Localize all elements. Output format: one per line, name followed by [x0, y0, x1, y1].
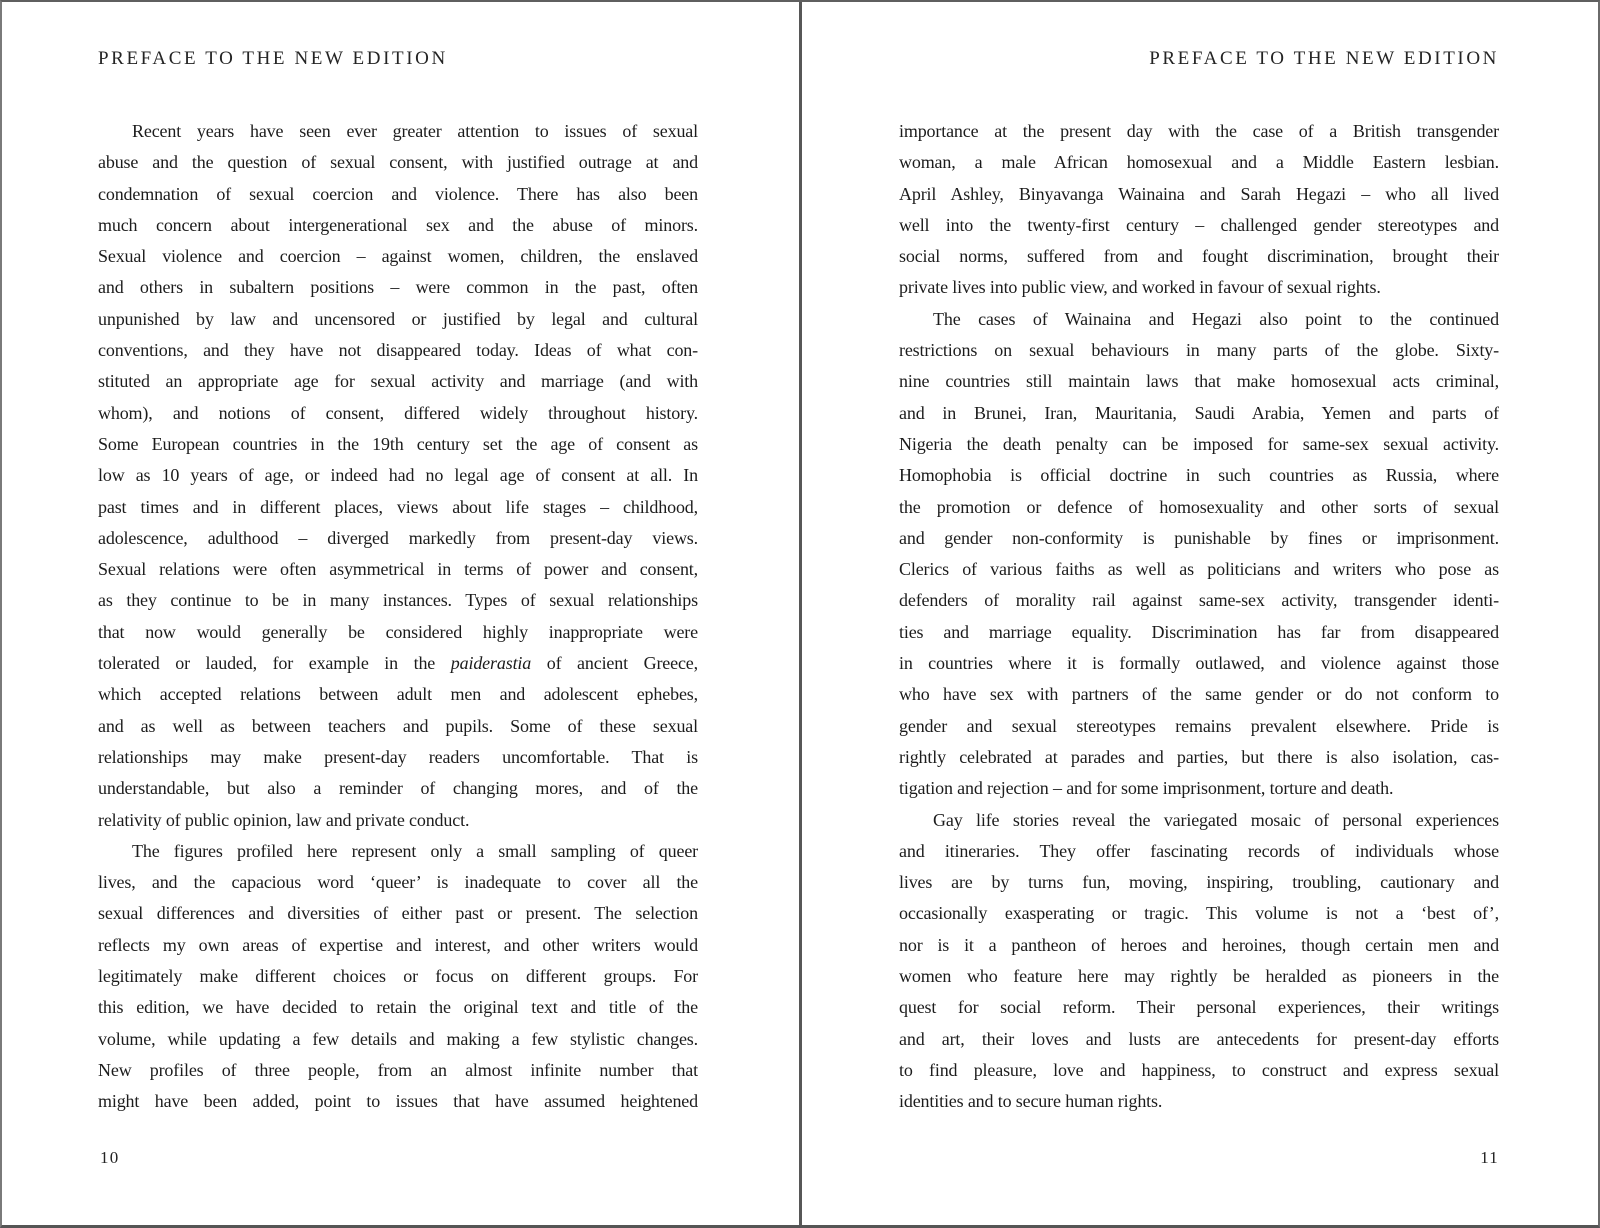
page-number-right: 11 — [1480, 1148, 1499, 1167]
text-line: Sexual relations were often asymmetrical in terms of power and consent, — [98, 559, 698, 580]
text-line: condemnation of sexual coercion and violence. There has also been — [98, 183, 698, 204]
text-line: nine countries still maintain laws that make homosexual acts criminal, — [899, 371, 1499, 392]
text-line: conventions, and they have not disappeared today. Ideas of what con- — [98, 340, 698, 361]
text-line: who have sex with partners of the same gender or do not conform to — [899, 684, 1499, 705]
text-line: past times and in different places, views about life stages – childhood, — [98, 496, 698, 517]
text-line: tolerated or lauded, for example in the paiderastia of ancient Greece, — [98, 653, 698, 674]
text-line: ties and marriage equality. Discrimination has far from disappeared — [899, 621, 1499, 642]
text-line: low as 10 years of age, or indeed had no legal age of consent at all. In — [98, 465, 698, 486]
italic-term: paiderastia — [450, 653, 532, 674]
text-line: identities and to secure human rights. — [899, 1091, 1163, 1112]
text-line: much concern about intergenerational sex and the abuse of minors. — [98, 214, 698, 235]
text-line: restrictions on sexual behaviours in many parts of the globe. Sixty- — [899, 340, 1499, 361]
text-line: gender and sexual stereotypes remains prevalent elsewhere. Pride is — [899, 715, 1499, 736]
text-line: adolescence, adulthood – diverged markedly from present-day views. — [98, 527, 698, 548]
text-line: as they continue to be in many instances. Types of sexual relationships — [98, 590, 698, 611]
text-line: nor is it a pantheon of heroes and heroines, though certain men and — [899, 934, 1499, 955]
text-line: and gender non-conformity is punishable by fines or imprisonment. — [899, 527, 1499, 548]
text-line: relationships may make present-day readers uncomfortable. That is — [98, 746, 698, 767]
text-line: relativity of public opinion, law and private conduct. — [98, 809, 470, 830]
text-line: to find pleasure, love and happiness, to construct and express sexual — [899, 1059, 1499, 1080]
text-line: Some European countries in the 19th century set the age of consent as — [98, 433, 698, 454]
text-line: social norms, suffered from and fought discrimination, brought their — [899, 246, 1499, 267]
page-number-left: 10 — [100, 1148, 120, 1167]
text-line: lives, and the capacious word ‘queer’ is inadequate to cover all the — [98, 872, 698, 893]
text-line: defenders of morality rail against same-sex activity, transgender identi- — [899, 590, 1499, 611]
text-line: understandable, but also a reminder of changing mores, and of the — [98, 778, 698, 799]
text-line: in countries where it is formally outlawed, and violence against those — [899, 653, 1499, 674]
text-line: Clerics of various faiths as well as politicians and writers who pose as — [899, 559, 1499, 580]
text-line: whom), and notions of consent, differed widely throughout history. — [98, 402, 698, 423]
text-line: women who feature here may rightly be heralded as pioneers in the — [899, 966, 1499, 987]
text-line: and others in subaltern positions – were common in the past, often — [98, 277, 698, 298]
text-line: quest for social reform. Their personal experiences, their writings — [899, 997, 1499, 1018]
text-line: woman, a male African homosexual and a Middle Eastern lesbian. — [899, 152, 1499, 173]
text-line: sexual differences and diversities of either past or present. The selection — [98, 903, 698, 924]
text-line: Gay life stories reveal the variegated mosaic of personal experiences — [933, 809, 1499, 830]
page-body-left — [98, 116, 698, 1118]
text-line: April Ashley, Binyavanga Wainaina and Sarah Hegazi – who all lived — [899, 183, 1499, 204]
text-line: Sexual violence and coercion – against women, children, the enslaved — [98, 246, 698, 267]
text-line: Nigeria the death penalty can be imposed for same-sex sexual activity. — [899, 433, 1499, 454]
text-line: well into the twenty-first century – challenged gender stereotypes and — [899, 214, 1499, 235]
text-line: legitimately make different choices or focus on different groups. For — [98, 966, 698, 987]
text-line: that now would generally be considered highly inappropriate were — [98, 621, 698, 642]
page-right — [899, 2, 1499, 1225]
text-line: and itineraries. They offer fascinating records of individuals whose — [899, 840, 1499, 861]
text-line: and as well as between teachers and pupils. Some of these sexual — [98, 715, 698, 736]
text-line: abuse and the question of sexual consent, with justified outrage at and — [98, 152, 698, 173]
text-line: occasionally exasperating or tragic. This volume is not a ‘best of’, — [899, 903, 1499, 924]
text-line: lives are by turns fun, moving, inspiring, troubling, cautionary and — [899, 872, 1499, 893]
text-line: Recent years have seen ever greater attention to issues of sexual — [132, 121, 698, 141]
text-line: reflects my own areas of expertise and interest, and other writers would — [98, 934, 698, 955]
running-header-right: PREFACE TO THE NEW EDITION — [1149, 48, 1499, 69]
text-line: this edition, we have decided to retain the original text and title of the — [98, 997, 698, 1018]
text-line: New profiles of three people, from an almost infinite number that — [98, 1059, 698, 1080]
text-line: unpunished by law and uncensored or justified by legal and cultural — [98, 308, 698, 329]
text-line: rightly celebrated at parades and parties, but there is also isolation, cas- — [899, 746, 1499, 767]
page-left — [98, 2, 698, 1225]
text-line: Homophobia is official doctrine in such countries as Russia, where — [899, 465, 1499, 486]
text-line: The cases of Wainaina and Hegazi also point to the continued — [933, 308, 1499, 329]
text-line: The figures profiled here represent only a small sampling of queer — [132, 840, 698, 861]
text-line: volume, while updating a few details and making a few stylistic changes. — [98, 1028, 698, 1049]
text-line: private lives into public view, and worked in favour of sexual rights. — [899, 277, 1381, 298]
text-line: might have been added, point to issues that have assumed heightened — [98, 1091, 698, 1112]
text-line: and in Brunei, Iran, Mauritania, Saudi Arabia, Yemen and parts of — [899, 402, 1499, 423]
text-line: and art, their loves and lusts are antecedents for present-day efforts — [899, 1028, 1499, 1049]
text-line: the promotion or defence of homosexuality and other sorts of sexual — [899, 496, 1499, 517]
text-line: stituted an appropriate age for sexual activity and marriage (and with — [98, 371, 698, 392]
text-line: which accepted relations between adult men and adolescent ephebes, — [98, 684, 698, 705]
running-header-left: PREFACE TO THE NEW EDITION — [98, 48, 448, 69]
text-line: tigation and rejection – and for some imprisonment, torture and death. — [899, 778, 1394, 799]
text-line: importance at the present day with the case of a British transgender — [899, 121, 1499, 141]
page-gutter-divider — [799, 2, 802, 1225]
page-body-right — [899, 116, 1499, 1118]
